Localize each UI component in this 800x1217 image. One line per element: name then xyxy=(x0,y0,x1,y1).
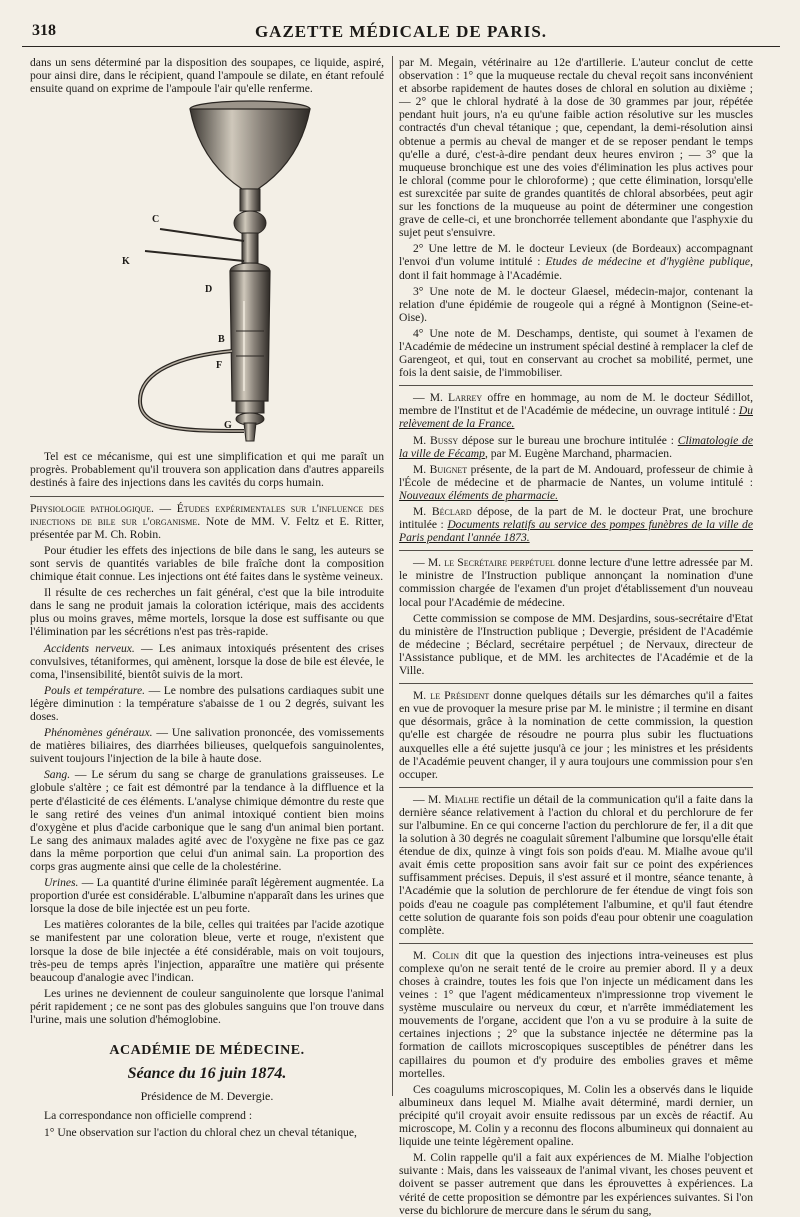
accidents-text: — Les animaux intoxiqués présentent des crises convulsives, tétaniformes, qui amènent, lorsque la dose de bile est élevée, le coma, l'insensibilité, bientôt suivis de la mort. xyxy=(30,641,384,681)
sang-label: Sang. xyxy=(44,768,71,782)
urines-paragraph xyxy=(30,876,384,915)
paragraph: Pour étudier les effets des injections de bile dans le sang, les auteurs se sont servis de quantités variables de bile fraîche dont la composition chimique était connue. Les injections ont été faites dans le système veineux. xyxy=(30,543,384,584)
funnel-body xyxy=(190,109,310,189)
colin-paragraph xyxy=(399,949,753,1080)
accidents-paragraph xyxy=(30,642,384,681)
academie-title: ACADÉMIE DE MÉDECINE. xyxy=(109,1043,305,1059)
paragraph: Les urines ne deviennent de couleur sanguinolente que lorsque l'animal périt rapidement ; ce ne sont pas des globules sanguins que l'on trouve dans l'urine, mais une solution d'hémoglobine. xyxy=(30,986,384,1027)
pouls-paragraph xyxy=(30,684,384,723)
text: dépose, de la part de M. le docteur Prat, une brochure intitulée : xyxy=(399,505,753,532)
text: 2° Une lettre de M. le docteur Levieux (de Bordeaux) accompagnant l'envoi d'un volume intitulé : xyxy=(399,242,753,269)
nozzle xyxy=(244,423,256,441)
section-divider xyxy=(30,496,384,497)
speaker-name: M. Buignet xyxy=(413,462,468,476)
paragraph: M. Colin rappelle qu'il a fait aux expériences de M. Mialhe l'objection suivante : Mais, dans les vaisseaux de l'animal vivant, les choses peuvent et doivent se passer autrement que dans les éprouvettes à expériences. La vérité de cette proposition se démontre par les expériences suivantes. Si l'on verse du bichlorure de mercure dans le sérum du sang, xyxy=(399,1151,753,1217)
text: donne quelques détails sur les démarches qu'il a faites en vue de provoquer la mesure prise par M. le ministre ; il termine en disant que désormais, grâce à la nomination de cette commission, la question qu'elle est chargée de résoudre ne pourra plus subir les fluctuations auxquelles elle a été sujette jusqu'à ce jour ; les ministres et les présidents de l'Académie peuvent changer, il y aura toujours une commission pour s'en occuper. xyxy=(399,689,754,781)
lower-collar xyxy=(236,401,264,413)
book-title: Documents relatifs au service des pompes funèbres de la ville de Paris pendant l'année 1873. xyxy=(399,518,754,545)
figure-label-c: C xyxy=(152,214,160,226)
glass-barrel xyxy=(230,271,270,401)
speaker-name: M. le Président xyxy=(413,689,490,703)
paragraph: Cette commission se compose de MM. Desjardins, sous-secrétaire d'Etat du ministère de l'Instruction publique ; Devergie, président de l'Académie de médecine ; Béclard, secrétaire perpétuel ; de Nervaux, directeur de l'Assistance publique, et de MM. les architectes de l'Académie et de la Ville. xyxy=(399,611,753,678)
text: dit que la question des injections intra-veineuses est plus complexe qu'on ne serait tenté de le croire au premier abord. Il y a deux choses à craindre, toutes les fois que l'on injecte un médicament dans les veines : 1° que l'agent médicamenteux n'impressionne trop vivement le système musculaire ou nerveux du cœur, et n'arrête immédiatement les mouvements de l'organe, accident que l'on a vu se produire à la suite de certaines injections ; 2° que la substance injectée ne détermine pas la formation de caillots microscopiques susceptibles de pénétrer dans les capillaires du poumon et d'y produire des embolies graves et même mortelles. xyxy=(399,948,753,1080)
figure-label-f: F xyxy=(216,360,223,372)
physiology-heading xyxy=(30,502,384,541)
text: donne lecture d'une lettre adressée par M. le ministre de l'Instruction publique annonçant la nomination d'une commission chargée de l'examen d'un projet d'établissement d'un nouveau local pour l'Académie de médecine. xyxy=(399,556,753,609)
after-figure-paragraph: Tel est ce mécanisme, qui est une simplification et qui me paraît un progrès. Probablement qu'il trouvera son application dans d'autres appareils destinés à faire des injections dans les cavités du corps humain. xyxy=(30,450,384,490)
book-title: Nouveaux éléments de pharmacie. xyxy=(399,488,559,502)
page-header xyxy=(22,10,780,47)
syringe-figure xyxy=(30,101,384,446)
bussy-paragraph xyxy=(399,434,753,460)
book-title: Climatologie de la ville de Fécamp xyxy=(399,433,753,460)
sang-text: — Le sérum du sang se charge de granulations graisseuses. Le globule s'altère ; ce fait est démontré par la tendance à la diffluence et la perte d'élasticité de ces éléments. L'analyse chimique démontre du reste que le sang retiré des veines d'un animal intoxiqué contient bien moins d'oxygène et plus d'acide carbonique que le sang d'un animal bien portant. Le sang des animaux malades agité avec de l'oxygène ne fixe pas ce gaz dans la même porportion que celui d'un animal sain. La proportion des corps gras augmente ainsi que celle de la cholestérine. xyxy=(30,768,384,873)
paragraph: Il résulte de ces recherches un fait général, c'est que la bile introduite dans le sang ne produit jamais la coloration ictérique, mais des accidents plus ou moins graves, même mortels, lorsque la dose est suffisante ou que l'élimination par les sécrétions n'est pas très-rapide. xyxy=(30,586,384,639)
paragraph: 4° Une note de M. Deschamps, dentiste, qui soumet à l'examen de l'Académie de médecine un instrument spécial destiné à remplacer la clef de Garengeot, et qui, tout en conservant au crochet sa mobilité, permet, une fois la dent saisie, de l'immobiliser. xyxy=(399,326,753,380)
paragraph: par M. Megain, vétérinaire au 12e d'artillerie. L'auteur conclut de cette observation : 1° que la muqueuse rectale du cheval reçoit sans inconvénient et absorbe rapidement de hautes doses de chloral en solution au dixième ; — 2° que le chloral hydraté à la dose de 30 grammes par jour, répétée pendant huit jours, n'a eu qu'une faible action résolutive sur les muscles contractés d'un cheval tétanique ; que, cependant, la demi-résolution ainsi obtenue a permis au cheval de manger et de se reposer pendant le temps qu'elle a duré, c'est-à-dire pendant deux heures environ ; — 3° que la muqueuse bronchique est une des voies d'élimination les plus actives pour le chloral (comme pour le chloroforme) ; que cette élimination, lorsqu'elle est surexcitée par suite de grandes quantités de chloral absorbées, peut agir sur les fonctions de la muqueuse au point de déterminer une congestion grave de celle-ci, et une bronchorrée tellement abondante que l'asphyxie du sujet peut s'ensuivre. xyxy=(399,56,753,240)
funnel-neck xyxy=(240,189,260,211)
upper-valve xyxy=(234,211,266,235)
side-tube-k xyxy=(145,251,244,261)
text: offre en hommage, au nom de M. le docteur Sédillot, membre de l'Institut et de l'Académie de médecine, un ouvrage intitulé : xyxy=(399,391,753,418)
phenomenes-paragraph xyxy=(30,726,384,765)
section-divider xyxy=(399,683,753,684)
column-divider xyxy=(392,56,393,1096)
speaker-name: M. Larrey xyxy=(429,391,483,405)
phenomenes-label: Phénomènes généraux. xyxy=(44,726,153,740)
right-column xyxy=(399,56,754,1217)
section-divider xyxy=(399,550,753,551)
phenomenes-text: — Une salivation prononcée, des vomissements de matières biliaires, des diarrhées bilieuses, quelquefois sanguinolentes, suivent toujours l'injection de la bile à haute dose. xyxy=(30,726,384,766)
president-paragraph xyxy=(399,689,753,781)
urines-label: Urines. xyxy=(44,876,79,890)
left-column xyxy=(30,56,384,1139)
page-number: 318 xyxy=(32,22,56,39)
speaker-name: M. Mialhe xyxy=(427,792,479,806)
journal-title: GAZETTE MÉDICALE DE PARIS. xyxy=(254,22,548,41)
urines-text: — La quantité d'urine éliminée paraît légèrement augmentée. La proportion d'urée est considérable. L'albumine n'apparaît dans les urines que lorsque la dose de bile injectée est un peu forte. xyxy=(30,876,384,916)
physiology-authors: Note de MM. V. Feltz et E. Ritter, présentée par M. Ch. Robin. xyxy=(30,514,384,541)
book-title: Etudes de médecine et d'hygiène publique xyxy=(545,255,751,269)
syringe-illustration xyxy=(30,101,384,446)
speaker-name: M. le Secrétaire perpétuel xyxy=(427,556,555,570)
paragraph: 3° Une note de M. le docteur Glaesel, médecin-major, contenant la relation d'une épidémie de rougeole qui a régné à Montignon (Seine-et-Oise). xyxy=(399,284,753,324)
text: présente, de la part de M. Andouard, professeur de chimie à l'École de médecine et de pharmacie de Nantes, un volume intitulé : xyxy=(399,462,753,489)
paragraph: Les matières colorantes de la bile, celles qui traitées par l'acide azotique se manifestent par une coloration bleue, verte et rouge, n'existent que lorsque la dose de bile injectée a été considérable, mais on voit toujours, très-peu de temps après l'injection, apparaître une matière qui présente beaucoup d'analogie avec l'indican. xyxy=(30,918,384,984)
figure-label-b: B xyxy=(218,334,225,346)
paragraph: 1° Une observation sur l'action du chloral chez un cheval tétanique, xyxy=(44,1125,357,1139)
section-divider xyxy=(399,385,753,386)
book-title: Du relèvement de la France. xyxy=(399,404,753,431)
beclard-paragraph xyxy=(399,505,753,544)
pouls-label: Pouls et température. xyxy=(44,683,146,697)
speaker-name: M. Béclard xyxy=(413,505,472,518)
section-divider xyxy=(399,787,753,788)
figure-label-d: D xyxy=(205,284,213,296)
mialhe-paragraph: — M. Mialhe rectifie un détail de la communication qu'il a faite dans la dernière séance relativement à l'action du chloral et du perchlorure de fer sur l'albumine. En ce qui concerne l'action du perchlorure de fer, il a dit que la solution à 30 degrés ne coagulait sûrement l'albumine que lorsqu'elle était étendue de dix, quinze à vingt fois son poids d'eau. M. Mialhe avoue qu'il avait émis cette proposition sans avoir fait sur ce point des expériences suffisamment précises. Depuis, il s'est assuré et il montre, séance tenante, à l'Académie que la solution de perchlorure de fer étendue de vingt fois son poids d'eau ne coagule pas complétement l'albumine, et qu'il faut étendre cette solution de quarante fois son poids d'eau pour obtenir une coagulation complète. xyxy=(399,792,753,937)
intro-paragraph: dans un sens déterminé par la disposition des soupapes, ce liquide, aspiré, pour ainsi dire, dans le récipient, quand l'ampoule se dilate, en étant refoulé ensuite quand on exprime de l'ampoule l'air qu'elle renferme. xyxy=(30,56,384,96)
figure-label-k: K xyxy=(122,256,130,268)
buignet-paragraph xyxy=(399,463,753,502)
secretaire-paragraph: — M. le Secrétaire perpétuel donne lecture d'une lettre adressée par M. le ministre de l'Instruction publique annonçant la nomination d'une commission chargée de l'examen d'un projet d'établissement d'un nouveau local pour l'Académie de médecine. xyxy=(399,556,753,609)
paragraph: La correspondance non officielle comprend : xyxy=(44,1109,253,1123)
text: , dont il fait hommage à l'Académie. xyxy=(399,255,753,282)
speaker-name: M. Colin xyxy=(413,948,460,962)
section-divider xyxy=(399,943,753,944)
side-tube-c xyxy=(160,229,244,241)
presidence: Présidence de M. Devergie. xyxy=(140,1089,274,1104)
pouls-text: — Le nombre des pulsations cardiaques subit une légère diminution : la température s'abaisse de 1 ou 2 degrés, suivant les doses. xyxy=(30,683,384,723)
physiology-title: Physiologie pathologique. — Études expérimentales sur l'influence des injections de bile sur l'organisme. xyxy=(30,501,384,528)
levieux-paragraph xyxy=(399,242,753,281)
text: rectifie un détail de la communication qu'il a faite dans la dernière séance relativement à l'action du chloral et du perchlorure de fer sur l'albumine. En ce qui concerne l'action du perchlorure de fer, il a dit que la solution à 30 degrés ne coagulait sûrement l'albumine que lorsqu'elle était étendue de dix, quinze à vingt fois son poids d'eau. M. Mialhe avoue qu'il avait émis cette proposition sans avoir fait sur ce point des expériences suffisamment précises. Depuis, il s'est assuré et il montre, séance tenante, à l'Académie que la solution de perchlorure de fer étendue de vingt fois son poids d'eau ne coagule pas complétement l'albumine, et qu'il faut étendre cette solution de quarante fois son poids d'eau pour obtenir une coagulation complète. xyxy=(399,792,753,937)
paragraph: Ces coagulums microscopiques, M. Colin les a observés dans le liquide albumineux dans lequel M. Mialhe avait déterminé, mardi dernier, un précipité qu'il croyait avoir ensuite redissous par un excès de réactif. Au microscope, M. Colin y a reconnu des flocons albumineux qui donnaient au liquide une teinte légèrement opaline. xyxy=(399,1082,753,1149)
seance-date: Séance du 16 juin 1874. xyxy=(127,1065,287,1083)
larrey-paragraph: — M. Larrey offre en hommage, au nom de M. le docteur Sédillot, membre de l'Institut et de l'Académie de médecine, un ouvrage intitulé : Du relèvement de la France. xyxy=(399,391,753,431)
connector-tube xyxy=(242,233,258,263)
text: , par M. Eugène Marchand, pharmacien. xyxy=(484,446,672,460)
figure-label-g: G xyxy=(224,420,232,432)
text: dépose sur le bureau une brochure intitulée : xyxy=(458,433,678,447)
sang-paragraph xyxy=(30,768,384,873)
speaker-name: M. Bussy xyxy=(413,433,459,447)
accidents-label: Accidents nerveux. xyxy=(44,641,135,655)
